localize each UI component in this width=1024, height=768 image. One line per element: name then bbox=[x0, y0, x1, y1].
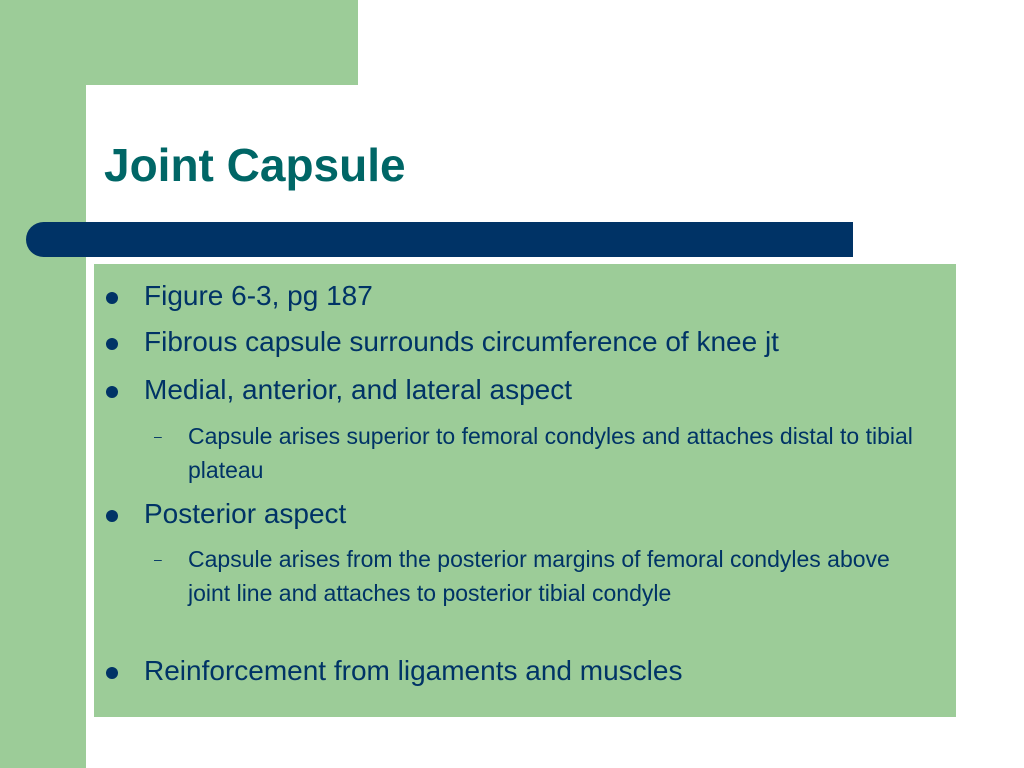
bullet-dot-icon bbox=[106, 667, 118, 679]
bullet-text: Fibrous capsule surrounds circumference of knee jt bbox=[144, 326, 779, 357]
dash-marker: – bbox=[154, 428, 162, 444]
decor-green-left bbox=[0, 0, 86, 768]
bullet-dot-icon bbox=[106, 338, 118, 350]
slide-title: Joint Capsule bbox=[104, 139, 406, 191]
content-box bbox=[94, 264, 956, 717]
sub-bullet-text: Capsule arises from the posterior margins of femoral condyles above joint line and attaches to posterior tibial condyle bbox=[188, 546, 890, 606]
bullet-text: Figure 6-3, pg 187 bbox=[144, 280, 373, 311]
dash-marker: – bbox=[154, 551, 162, 567]
bullet-text: Posterior aspect bbox=[144, 498, 347, 529]
bullet-dot-icon bbox=[106, 386, 118, 398]
bullet-text: Medial, anterior, and lateral aspect bbox=[144, 374, 573, 405]
bullet-text: Reinforcement from ligaments and muscles bbox=[144, 655, 683, 686]
bullet-dot-icon bbox=[106, 510, 118, 522]
title-underline-bar bbox=[26, 222, 853, 257]
sub-bullet-text: Capsule arises superior to femoral condyles and attaches distal to tibial plateau bbox=[188, 423, 913, 483]
bullet-dot-icon bbox=[106, 292, 118, 304]
